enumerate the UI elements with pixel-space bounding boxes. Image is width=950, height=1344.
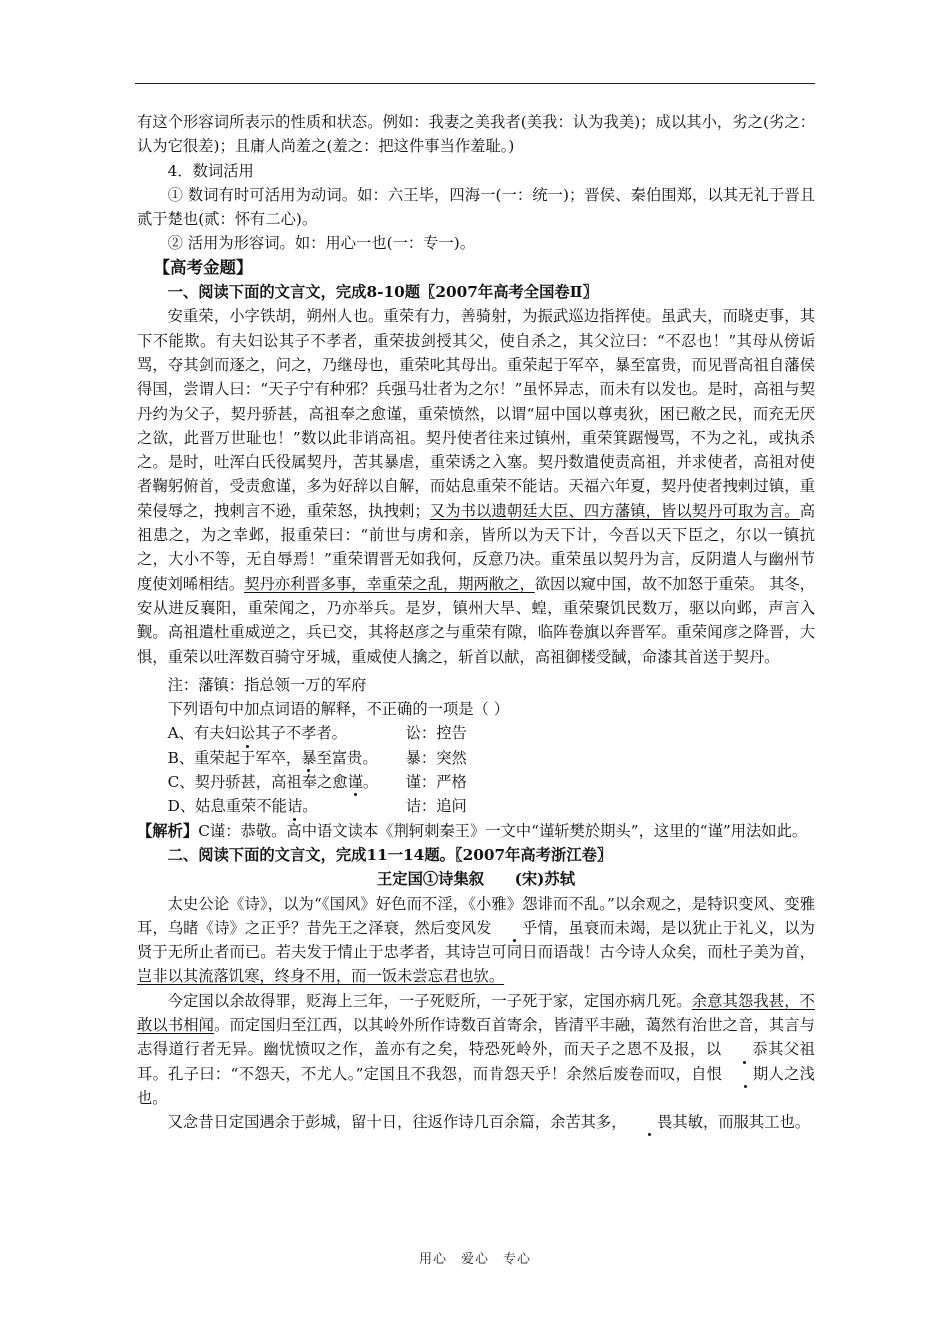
- passage-2-dotted-word-4: 畏: [627, 1110, 673, 1134]
- paragraph-numeral-adjective: ② 活用为形容词。如：用心一也(一：专一)。: [167, 234, 476, 253]
- passage-2-p1-text-a: 太史公论《诗》，以为“《国风》好色而不淫，《小雅》怨诽而不乱。”以余观之，是特识变风、变雅耳，乌睹《诗》之正乎？昔先王之泽衰，然后变风发: [137, 894, 815, 937]
- passage-2-paragraph-2: [137, 989, 815, 1110]
- passage-1-text-b: 高祖患之，为之幸邺，报重荣曰：“前世与虏和亲，皆所以为天下计，今吾以天下臣之，尔以一镇抗之，大小不等，无自辱焉！”重荣谓晋无如我何，反意乃决。重荣虽以契丹为言，反阴遣人与幽州节度使刘晞相结。: [137, 501, 815, 593]
- option-b-text: B、重荣起于军卒，: [167, 748, 302, 767]
- passage-1-text-c: 欲因以窥中国，故不加怒于重荣。 其冬，安从进反襄阳，重荣闻之，乃亦举兵。是岁，镇州大旱、蝗，重荣聚饥民数万，驱以向邺，声言入觐。高祖遣杜重威逆之，兵已交，其将赵彦之与重荣有隙，临阵卷旗以奔晋军。重荣闻彦之降晋，大惧，重荣以吐浑数百骑守牙城，重威使人擒之，斩首以献，高祖御楼受馘，命漆其首送于契丹。: [137, 574, 815, 666]
- option-d-text: D、姑息重荣不能: [167, 797, 287, 816]
- option-d-dotted-word: 诘: [287, 794, 302, 818]
- passage-2-p2-text-b: 。而定国归至江西，以其岭外所作诗数百首寄余，皆清平丰融，蔼然有治世之音，其言与志得道行者无异。幽忧愤叹之作，盖亦有之矣，特恐死岭外，而天子之恩不及报，以: [137, 1015, 815, 1059]
- passage-2-dotted-word-1: 乎: [492, 916, 538, 940]
- passage-1: [137, 304, 815, 668]
- document-body: [137, 110, 815, 1134]
- question-prompt: 下列语句中加点词语的解释，不正确的一项是（ ）: [167, 700, 509, 719]
- page-footer: 用心 爱心 专心: [418, 1252, 531, 1267]
- question-set-2-heading: 二、阅读下面的文言文，完成11一14题。〖2007年高考浙江卷〗: [167, 845, 613, 864]
- option-b-text-end: 至富贵。: [316, 748, 378, 767]
- option-a-dotted-word: 讼: [240, 721, 255, 745]
- passage-2-dotted-word-2: 忝: [722, 1037, 768, 1061]
- passage-2-underlined-2: 余意其怨我甚，不敢以书相闻: [137, 991, 815, 1034]
- passage-2-p2-text-c: 其父祖耳。孔子曰：“不怨天，不尤人。”定国且不我怨，而肯怨天乎！余然后废卷而叹，自恨: [137, 1040, 815, 1083]
- passage-1-text-a: 安重荣，小字铁胡，朔州人也。重荣有力，善骑射，为振武巡边指挥使。虽武夫，而晓吏事，其下不能欺。有夫妇讼其子不孝者，重荣拔剑授其父，使自杀之，其父泣曰：“不忍也！”其母从傍诟骂，夺其剑而逐之，问之，乃继母也，重荣叱其母出。重荣起于军卒，暴至富贵，而见晋高祖自藩侯得国，尝谓人曰：“天子宁有种邪？兵强马壮者为之尔！”虽怀异志，而未有以发也。是时，高祖与契丹约为父子，契丹骄甚，高祖奉之愈谨，重荣愤然，以谓“屈中国以尊夷狄，困已敝之民，而充无厌之欲，此晋万世耻也！”数以此非诮高祖。契丹使者往来过镇州，重荣箕踞慢骂，不为之礼，或执杀之。是时，吐浑白氏役属契丹，苦其暴虐，重荣诱之入塞。契丹数遣使责高祖，并求使者，高祖对使者鞠躬俯首，受责愈谨，多为好辞以自解，而姑息重荣不能诘。天福六年夏，契丹使者拽剌过镇，重荣侵辱之，拽剌言不逊，重荣怒，执拽剌；: [137, 307, 815, 520]
- passage-2-p3-text-a: 又念昔日定国遇余于彭城，留十日，往返作诗几百余篇，余苦其多，: [167, 1113, 627, 1132]
- option-c-dotted-word: 谨: [348, 770, 363, 794]
- option-a: [137, 721, 815, 745]
- option-a-text: A、有夫妇: [167, 724, 240, 743]
- passage-2-underlined-1: 岂非以其流落饥寒，终身不用，而一饭未尝忘君也欤。: [137, 967, 505, 986]
- option-c-text-end: 。: [362, 773, 379, 792]
- option-b-answer: 暴：突然: [405, 748, 467, 767]
- option-d: [137, 794, 815, 818]
- passage-2-dotted-word-3: 期: [722, 1062, 768, 1086]
- analysis: [137, 819, 815, 843]
- note: 注：藩镇：指总领一万的军府: [167, 675, 367, 694]
- section-numeral-heading: 4．数词活用: [167, 161, 254, 180]
- option-d-text-end: 。: [302, 797, 318, 816]
- option-c: [137, 770, 815, 794]
- passage-2-p2-text-d: 人之浅也。: [137, 1064, 815, 1107]
- exam-heading: 【高考金题】: [153, 257, 253, 277]
- passage-2-p3-text-b: 其敏，而服其工也。: [672, 1113, 811, 1132]
- option-c-answer: 谨：严格: [405, 773, 467, 792]
- passage-2-paragraph-3: [137, 1110, 815, 1134]
- passage-2-p1-text-b: 情，虽衰而未竭，是以犹止于礼义，以为贤于无所止者而已。若夫发于情止于忠孝者，其诗岂可同日而语哉！古今诗人众矣，而杜子美为首，: [137, 918, 815, 962]
- analysis-label: 【解析】: [137, 821, 199, 840]
- header-rule: [135, 83, 815, 84]
- option-b: [137, 746, 815, 770]
- option-a-text-end: 其子不孝者。: [255, 724, 347, 743]
- passage-1-underlined-a: 又为书以遗朝廷大臣、四方藩镇，皆以契丹可取为言。: [429, 501, 800, 520]
- analysis-text: C谨：恭敬。高中语文读本《荆轲刺秦王》一文中“谨斩樊於期头”，这里的“谨”用法如此。: [198, 821, 808, 840]
- option-d-answer: 诘：追问: [405, 797, 467, 816]
- option-a-answer: 讼：控告: [405, 724, 467, 743]
- passage-1-underlined-b: 契丹亦利晋多事，幸重荣之乱，期两敝之，: [244, 574, 535, 593]
- paragraph-adjective-usage: 有这个形容词所表示的性质和状态。例如：我妻之美我者(美我：认为我美)；成以其小，劣之(劣之：认为它很差)；且庸人尚羞之(羞之：把这件事当作羞耻。): [137, 113, 815, 156]
- passage-2-title: 王定国①诗集叙 (宋)苏轼: [376, 870, 576, 889]
- passage-2-p2-text-a: 今定国以余故得罪，贬海上三年，一子死贬所，一子死于家，定国亦病几死。: [167, 991, 692, 1010]
- option-b-dotted-word: 暴: [301, 746, 316, 770]
- question-set-1-heading: 一、阅读下面的文言文，完成8-10题〖2007年高考全国卷Ⅱ〗: [167, 283, 598, 302]
- option-c-text: C、契丹骄甚，高祖奉之愈: [167, 773, 348, 792]
- passage-2-paragraph-1: [137, 892, 815, 989]
- paragraph-numeral-verb: ① 数词有时可活用为动词。如：六王毕，四海一(一：统一)；晋侯、秦伯围郑，以其无礼于晋且贰于楚也(贰：怀有二心)。: [137, 185, 815, 229]
